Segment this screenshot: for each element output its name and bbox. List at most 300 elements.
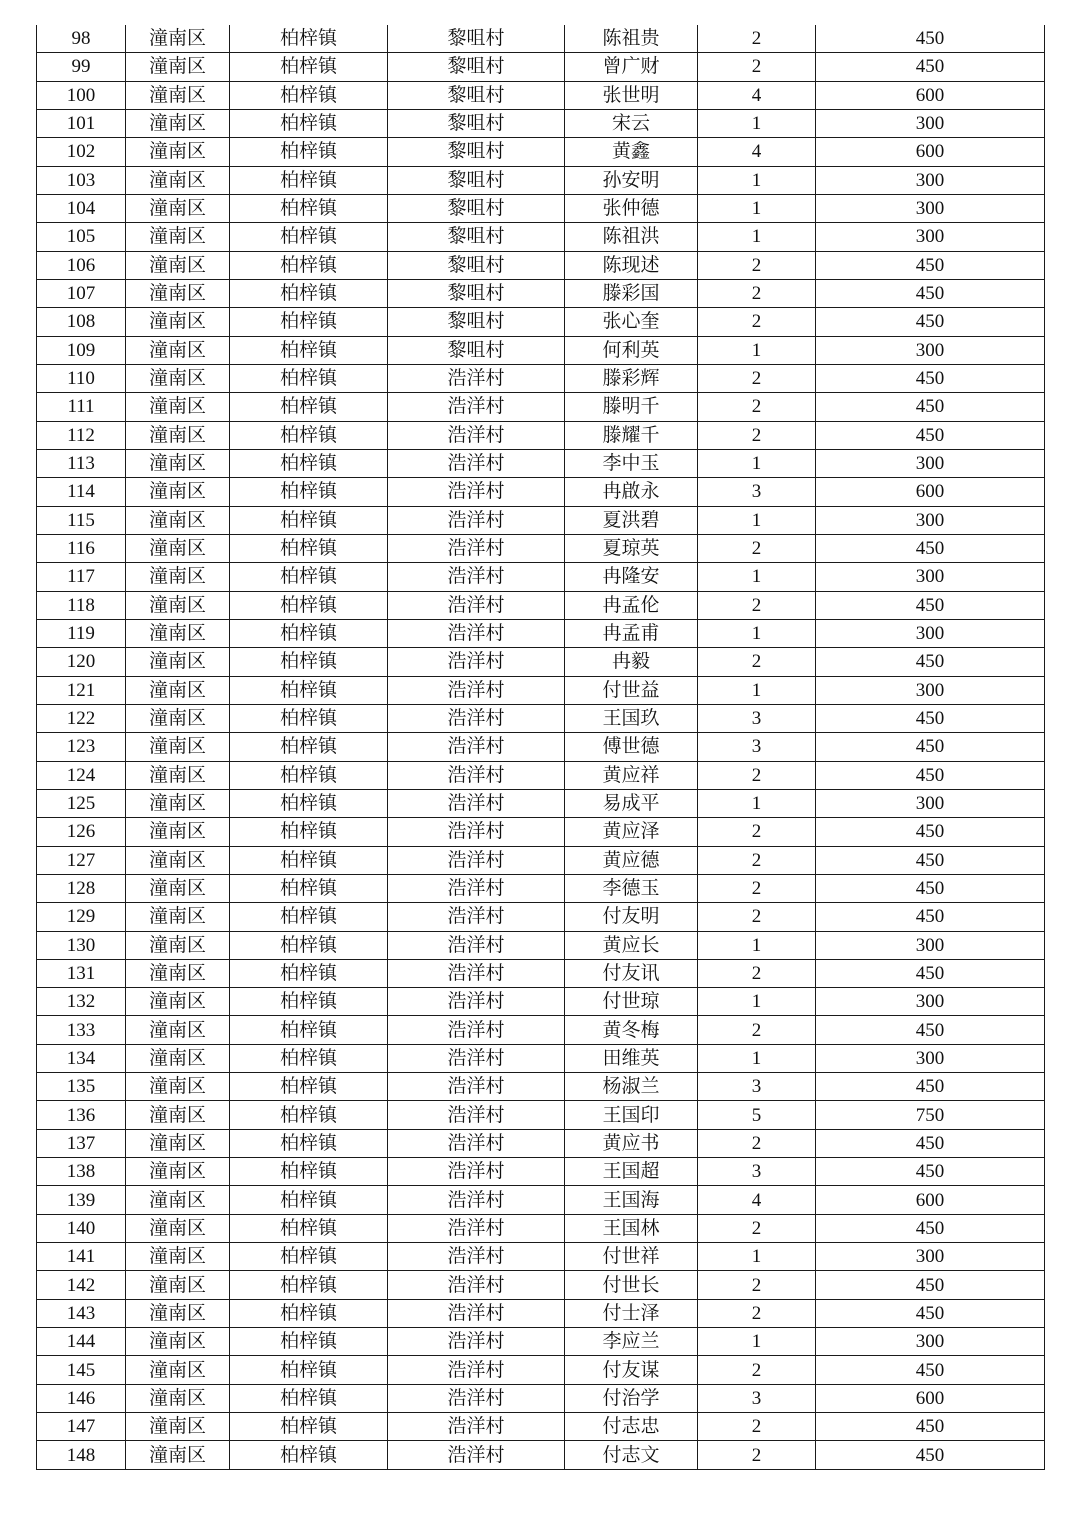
district-cell: 潼南区 <box>126 1356 230 1384</box>
amount-cell: 450 <box>816 1016 1045 1044</box>
town-cell: 柏梓镇 <box>230 1243 388 1271</box>
table-row <box>37 421 1045 449</box>
district-cell: 潼南区 <box>126 1044 230 1072</box>
table-row <box>37 846 1045 874</box>
village-cell: 黎咀村 <box>388 223 565 251</box>
row-number-cell: 132 <box>37 988 126 1016</box>
name-cell: 滕彩国 <box>565 279 698 307</box>
household-size-cell: 2 <box>698 308 816 336</box>
row-number-cell: 128 <box>37 874 126 902</box>
row-number-cell: 111 <box>37 393 126 421</box>
household-size-cell: 1 <box>698 563 816 591</box>
amount-cell: 450 <box>816 308 1045 336</box>
table-row <box>37 1186 1045 1214</box>
table-row <box>37 1271 1045 1299</box>
amount-cell: 300 <box>816 1243 1045 1271</box>
village-cell: 黎咀村 <box>388 81 565 109</box>
household-size-cell: 2 <box>698 53 816 81</box>
household-size-cell: 2 <box>698 1129 816 1157</box>
amount-cell: 450 <box>816 1271 1045 1299</box>
town-cell: 柏梓镇 <box>230 364 388 392</box>
row-number-cell: 146 <box>37 1384 126 1412</box>
table-row <box>37 1441 1045 1469</box>
table-row <box>37 1328 1045 1356</box>
village-cell: 黎咀村 <box>388 138 565 166</box>
household-size-cell: 2 <box>698 393 816 421</box>
name-cell: 滕耀千 <box>565 421 698 449</box>
table-row <box>37 1413 1045 1441</box>
row-number-cell: 117 <box>37 563 126 591</box>
district-cell: 潼南区 <box>126 449 230 477</box>
town-cell: 柏梓镇 <box>230 81 388 109</box>
amount-cell: 450 <box>816 1299 1045 1327</box>
table-row <box>37 109 1045 137</box>
name-cell: 张仲德 <box>565 194 698 222</box>
table-row <box>37 959 1045 987</box>
district-cell: 潼南区 <box>126 1016 230 1044</box>
household-size-cell: 3 <box>698 733 816 761</box>
table-row <box>37 704 1045 732</box>
table-row <box>37 1384 1045 1412</box>
district-cell: 潼南区 <box>126 648 230 676</box>
row-number-cell: 145 <box>37 1356 126 1384</box>
name-cell: 滕彩辉 <box>565 364 698 392</box>
table-row <box>37 818 1045 846</box>
amount-cell: 450 <box>816 1214 1045 1242</box>
household-size-cell: 2 <box>698 534 816 562</box>
table-row <box>37 138 1045 166</box>
row-number-cell: 113 <box>37 449 126 477</box>
row-number-cell: 148 <box>37 1441 126 1469</box>
table-row <box>37 1158 1045 1186</box>
name-cell: 张心奎 <box>565 308 698 336</box>
town-cell: 柏梓镇 <box>230 619 388 647</box>
household-size-cell: 3 <box>698 704 816 732</box>
table-row <box>37 1299 1045 1327</box>
amount-cell: 450 <box>816 53 1045 81</box>
town-cell: 柏梓镇 <box>230 25 388 53</box>
row-number-cell: 135 <box>37 1073 126 1101</box>
name-cell: 付友讯 <box>565 959 698 987</box>
village-cell: 浩洋村 <box>388 818 565 846</box>
row-number-cell: 127 <box>37 846 126 874</box>
village-cell: 黎咀村 <box>388 251 565 279</box>
district-cell: 潼南区 <box>126 903 230 931</box>
amount-cell: 450 <box>816 279 1045 307</box>
name-cell: 陈祖洪 <box>565 223 698 251</box>
row-number-cell: 100 <box>37 81 126 109</box>
village-cell: 浩洋村 <box>388 364 565 392</box>
district-cell: 潼南区 <box>126 619 230 647</box>
village-cell: 黎咀村 <box>388 53 565 81</box>
household-size-cell: 5 <box>698 1101 816 1129</box>
district-cell: 潼南区 <box>126 988 230 1016</box>
amount-cell: 300 <box>816 506 1045 534</box>
amount-cell: 300 <box>816 336 1045 364</box>
household-size-cell: 1 <box>698 789 816 817</box>
village-cell: 浩洋村 <box>388 988 565 1016</box>
row-number-cell: 98 <box>37 25 126 53</box>
household-size-cell: 2 <box>698 279 816 307</box>
district-cell: 潼南区 <box>126 789 230 817</box>
table-row <box>37 393 1045 421</box>
household-size-cell: 1 <box>698 166 816 194</box>
district-cell: 潼南区 <box>126 874 230 902</box>
amount-cell: 450 <box>816 251 1045 279</box>
amount-cell: 300 <box>816 194 1045 222</box>
table-row <box>37 81 1045 109</box>
table-row <box>37 1243 1045 1271</box>
household-size-cell: 2 <box>698 1413 816 1441</box>
town-cell: 柏梓镇 <box>230 1186 388 1214</box>
village-cell: 浩洋村 <box>388 733 565 761</box>
amount-cell: 450 <box>816 903 1045 931</box>
household-size-cell: 4 <box>698 81 816 109</box>
amount-cell: 450 <box>816 1158 1045 1186</box>
amount-cell: 450 <box>816 421 1045 449</box>
amount-cell: 300 <box>816 1328 1045 1356</box>
town-cell: 柏梓镇 <box>230 223 388 251</box>
town-cell: 柏梓镇 <box>230 846 388 874</box>
name-cell: 何利英 <box>565 336 698 364</box>
village-cell: 浩洋村 <box>388 1073 565 1101</box>
name-cell: 李应兰 <box>565 1328 698 1356</box>
village-cell: 浩洋村 <box>388 478 565 506</box>
district-cell: 潼南区 <box>126 251 230 279</box>
household-size-cell: 1 <box>698 1328 816 1356</box>
amount-cell: 450 <box>816 534 1045 562</box>
name-cell: 黄鑫 <box>565 138 698 166</box>
household-size-cell: 1 <box>698 619 816 647</box>
village-cell: 浩洋村 <box>388 421 565 449</box>
village-cell: 浩洋村 <box>388 1186 565 1214</box>
amount-cell: 600 <box>816 81 1045 109</box>
name-cell: 付世琼 <box>565 988 698 1016</box>
name-cell: 冉隆安 <box>565 563 698 591</box>
district-cell: 潼南区 <box>126 53 230 81</box>
town-cell: 柏梓镇 <box>230 393 388 421</box>
village-cell: 浩洋村 <box>388 619 565 647</box>
name-cell: 冉孟伦 <box>565 591 698 619</box>
household-size-cell: 4 <box>698 1186 816 1214</box>
town-cell: 柏梓镇 <box>230 421 388 449</box>
name-cell: 付世益 <box>565 676 698 704</box>
household-size-cell: 2 <box>698 648 816 676</box>
town-cell: 柏梓镇 <box>230 138 388 166</box>
town-cell: 柏梓镇 <box>230 1158 388 1186</box>
district-cell: 潼南区 <box>126 1413 230 1441</box>
name-cell: 陈祖贵 <box>565 25 698 53</box>
table-row <box>37 1101 1045 1129</box>
row-number-cell: 101 <box>37 109 126 137</box>
village-cell: 浩洋村 <box>388 1356 565 1384</box>
table-row <box>37 931 1045 959</box>
row-number-cell: 102 <box>37 138 126 166</box>
row-number-cell: 131 <box>37 959 126 987</box>
row-number-cell: 125 <box>37 789 126 817</box>
amount-cell: 450 <box>816 846 1045 874</box>
row-number-cell: 138 <box>37 1158 126 1186</box>
row-number-cell: 114 <box>37 478 126 506</box>
town-cell: 柏梓镇 <box>230 279 388 307</box>
row-number-cell: 142 <box>37 1271 126 1299</box>
household-size-cell: 1 <box>698 223 816 251</box>
district-cell: 潼南区 <box>126 959 230 987</box>
town-cell: 柏梓镇 <box>230 789 388 817</box>
household-size-cell: 3 <box>698 1384 816 1412</box>
table-row <box>37 563 1045 591</box>
table-row <box>37 194 1045 222</box>
amount-cell: 450 <box>816 591 1045 619</box>
town-cell: 柏梓镇 <box>230 563 388 591</box>
row-number-cell: 136 <box>37 1101 126 1129</box>
table-row <box>37 1356 1045 1384</box>
row-number-cell: 110 <box>37 364 126 392</box>
name-cell: 夏洪碧 <box>565 506 698 534</box>
town-cell: 柏梓镇 <box>230 931 388 959</box>
table-row <box>37 591 1045 619</box>
table-row <box>37 534 1045 562</box>
village-cell: 浩洋村 <box>388 1271 565 1299</box>
table-row <box>37 874 1045 902</box>
row-number-cell: 141 <box>37 1243 126 1271</box>
village-cell: 浩洋村 <box>388 1044 565 1072</box>
household-size-cell: 2 <box>698 874 816 902</box>
row-number-cell: 124 <box>37 761 126 789</box>
town-cell: 柏梓镇 <box>230 53 388 81</box>
village-cell: 浩洋村 <box>388 1441 565 1469</box>
table-row <box>37 449 1045 477</box>
name-cell: 冉孟甫 <box>565 619 698 647</box>
name-cell: 黄冬梅 <box>565 1016 698 1044</box>
name-cell: 易成平 <box>565 789 698 817</box>
village-cell: 浩洋村 <box>388 591 565 619</box>
name-cell: 傅世德 <box>565 733 698 761</box>
name-cell: 陈现述 <box>565 251 698 279</box>
district-cell: 潼南区 <box>126 364 230 392</box>
name-cell: 宋云 <box>565 109 698 137</box>
village-cell: 浩洋村 <box>388 1243 565 1271</box>
row-number-cell: 115 <box>37 506 126 534</box>
amount-cell: 450 <box>816 874 1045 902</box>
district-cell: 潼南区 <box>126 279 230 307</box>
district-cell: 潼南区 <box>126 506 230 534</box>
amount-cell: 300 <box>816 449 1045 477</box>
amount-cell: 450 <box>816 1441 1045 1469</box>
amount-cell: 450 <box>816 1413 1045 1441</box>
village-cell: 浩洋村 <box>388 1413 565 1441</box>
table-row <box>37 1073 1045 1101</box>
town-cell: 柏梓镇 <box>230 308 388 336</box>
amount-cell: 450 <box>816 959 1045 987</box>
table-body <box>37 25 1045 1469</box>
district-cell: 潼南区 <box>126 931 230 959</box>
district-cell: 潼南区 <box>126 1441 230 1469</box>
table-row <box>37 336 1045 364</box>
household-size-cell: 2 <box>698 364 816 392</box>
name-cell: 付志忠 <box>565 1413 698 1441</box>
household-size-cell: 1 <box>698 449 816 477</box>
village-cell: 浩洋村 <box>388 563 565 591</box>
table-row <box>37 364 1045 392</box>
village-cell: 浩洋村 <box>388 846 565 874</box>
town-cell: 柏梓镇 <box>230 1044 388 1072</box>
table-row <box>37 789 1045 817</box>
table-row <box>37 988 1045 1016</box>
village-cell: 浩洋村 <box>388 393 565 421</box>
district-cell: 潼南区 <box>126 336 230 364</box>
name-cell: 张世明 <box>565 81 698 109</box>
district-cell: 潼南区 <box>126 534 230 562</box>
town-cell: 柏梓镇 <box>230 251 388 279</box>
amount-cell: 600 <box>816 1186 1045 1214</box>
amount-cell: 450 <box>816 364 1045 392</box>
household-size-cell: 1 <box>698 1044 816 1072</box>
amount-cell: 600 <box>816 138 1045 166</box>
amount-cell: 450 <box>816 733 1045 761</box>
amount-cell: 300 <box>816 166 1045 194</box>
district-cell: 潼南区 <box>126 1073 230 1101</box>
town-cell: 柏梓镇 <box>230 903 388 931</box>
amount-cell: 600 <box>816 1384 1045 1412</box>
row-number-cell: 130 <box>37 931 126 959</box>
row-number-cell: 144 <box>37 1328 126 1356</box>
amount-cell: 450 <box>816 25 1045 53</box>
village-cell: 浩洋村 <box>388 676 565 704</box>
name-cell: 王国超 <box>565 1158 698 1186</box>
row-number-cell: 119 <box>37 619 126 647</box>
village-cell: 浩洋村 <box>388 959 565 987</box>
town-cell: 柏梓镇 <box>230 1328 388 1356</box>
row-number-cell: 137 <box>37 1129 126 1157</box>
amount-cell: 300 <box>816 223 1045 251</box>
household-size-cell: 2 <box>698 1441 816 1469</box>
name-cell: 付志文 <box>565 1441 698 1469</box>
row-number-cell: 118 <box>37 591 126 619</box>
row-number-cell: 108 <box>37 308 126 336</box>
table-row <box>37 166 1045 194</box>
data-table <box>36 25 1045 1470</box>
town-cell: 柏梓镇 <box>230 818 388 846</box>
amount-cell: 450 <box>816 761 1045 789</box>
table-row <box>37 251 1045 279</box>
village-cell: 浩洋村 <box>388 534 565 562</box>
amount-cell: 300 <box>816 988 1045 1016</box>
town-cell: 柏梓镇 <box>230 959 388 987</box>
row-number-cell: 134 <box>37 1044 126 1072</box>
table-row <box>37 1214 1045 1242</box>
household-size-cell: 2 <box>698 591 816 619</box>
district-cell: 潼南区 <box>126 1384 230 1412</box>
district-cell: 潼南区 <box>126 308 230 336</box>
name-cell: 曾广财 <box>565 53 698 81</box>
district-cell: 潼南区 <box>126 1129 230 1157</box>
village-cell: 黎咀村 <box>388 109 565 137</box>
district-cell: 潼南区 <box>126 223 230 251</box>
village-cell: 浩洋村 <box>388 1214 565 1242</box>
household-size-cell: 2 <box>698 251 816 279</box>
village-cell: 浩洋村 <box>388 789 565 817</box>
household-size-cell: 1 <box>698 676 816 704</box>
town-cell: 柏梓镇 <box>230 534 388 562</box>
row-number-cell: 126 <box>37 818 126 846</box>
district-cell: 潼南区 <box>126 818 230 846</box>
district-cell: 潼南区 <box>126 194 230 222</box>
name-cell: 付治学 <box>565 1384 698 1412</box>
row-number-cell: 120 <box>37 648 126 676</box>
district-cell: 潼南区 <box>126 1101 230 1129</box>
household-size-cell: 1 <box>698 988 816 1016</box>
row-number-cell: 99 <box>37 53 126 81</box>
town-cell: 柏梓镇 <box>230 1101 388 1129</box>
row-number-cell: 129 <box>37 903 126 931</box>
household-size-cell: 2 <box>698 959 816 987</box>
town-cell: 柏梓镇 <box>230 336 388 364</box>
name-cell: 付世祥 <box>565 1243 698 1271</box>
amount-cell: 750 <box>816 1101 1045 1129</box>
town-cell: 柏梓镇 <box>230 109 388 137</box>
table-row <box>37 761 1045 789</box>
amount-cell: 450 <box>816 648 1045 676</box>
town-cell: 柏梓镇 <box>230 478 388 506</box>
table-row <box>37 648 1045 676</box>
row-number-cell: 122 <box>37 704 126 732</box>
household-size-cell: 2 <box>698 421 816 449</box>
table-row <box>37 733 1045 761</box>
village-cell: 黎咀村 <box>388 336 565 364</box>
amount-cell: 450 <box>816 1356 1045 1384</box>
amount-cell: 450 <box>816 704 1045 732</box>
household-size-cell: 1 <box>698 336 816 364</box>
row-number-cell: 109 <box>37 336 126 364</box>
household-size-cell: 2 <box>698 1214 816 1242</box>
village-cell: 浩洋村 <box>388 903 565 931</box>
name-cell: 黄应书 <box>565 1129 698 1157</box>
table-row <box>37 506 1045 534</box>
district-cell: 潼南区 <box>126 166 230 194</box>
table-row <box>37 1129 1045 1157</box>
village-cell: 浩洋村 <box>388 1384 565 1412</box>
row-number-cell: 106 <box>37 251 126 279</box>
village-cell: 黎咀村 <box>388 166 565 194</box>
table-row <box>37 619 1045 647</box>
table-row <box>37 1044 1045 1072</box>
name-cell: 杨淑兰 <box>565 1073 698 1101</box>
household-size-cell: 4 <box>698 138 816 166</box>
amount-cell: 300 <box>816 1044 1045 1072</box>
row-number-cell: 121 <box>37 676 126 704</box>
name-cell: 黄应德 <box>565 846 698 874</box>
name-cell: 黄应长 <box>565 931 698 959</box>
name-cell: 冉啟永 <box>565 478 698 506</box>
row-number-cell: 112 <box>37 421 126 449</box>
village-cell: 黎咀村 <box>388 308 565 336</box>
name-cell: 王国林 <box>565 1214 698 1242</box>
amount-cell: 450 <box>816 393 1045 421</box>
row-number-cell: 107 <box>37 279 126 307</box>
name-cell: 孙安明 <box>565 166 698 194</box>
household-size-cell: 2 <box>698 903 816 931</box>
table-row <box>37 903 1045 931</box>
household-size-cell: 3 <box>698 478 816 506</box>
amount-cell: 300 <box>816 563 1045 591</box>
town-cell: 柏梓镇 <box>230 194 388 222</box>
name-cell: 李德玉 <box>565 874 698 902</box>
table-row <box>37 25 1045 53</box>
district-cell: 潼南区 <box>126 591 230 619</box>
household-size-cell: 2 <box>698 1271 816 1299</box>
name-cell: 王国玖 <box>565 704 698 732</box>
